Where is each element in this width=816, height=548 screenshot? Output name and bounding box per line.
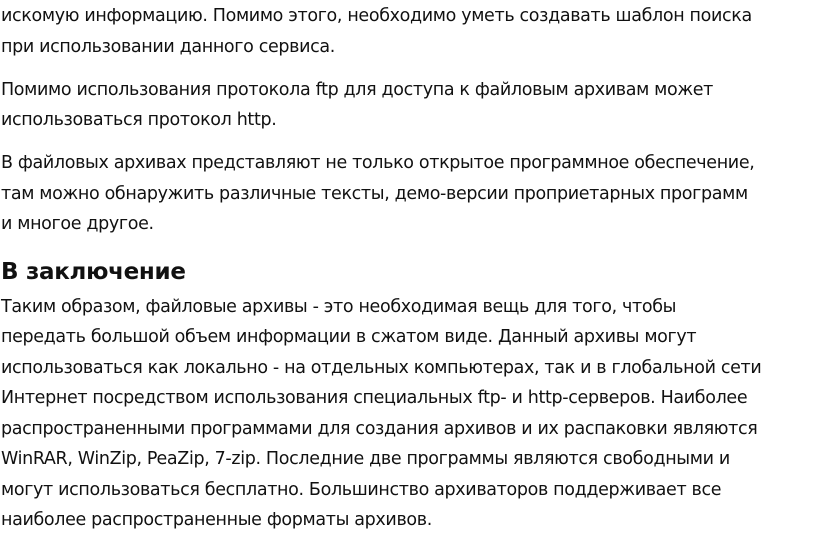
text-line: WinRAR, WinZip, PeaZip, 7-zip. Последние две программы являются свободными и — [1, 449, 730, 469]
text-line: и многое другое. — [1, 214, 154, 234]
text-line: при использовании данного сервиса. — [1, 37, 335, 57]
text-line: Интернет посредством использования специальных ftp- и http-серверов. Наиболее — [1, 388, 748, 408]
text-line: распространенными программами для создания архивов и их распаковки являются — [1, 419, 758, 439]
text-line: использоваться как локально - на отдельных компьютерах, так и в глобальной сети — [1, 358, 762, 378]
text-line: наиболее распространенные форматы архивов. — [1, 510, 432, 530]
text-line: могут использоваться бесплатно. Большинство архиваторов поддерживает все — [1, 480, 722, 500]
section-heading: В заключение — [1, 259, 186, 285]
text-line: передать большой объем информации в сжатом виде. Данный архивы могут — [1, 327, 697, 347]
text-line: Помимо использования протокола ftp для доступа к файловым архивам может — [1, 80, 714, 100]
text-line: В файловых архивах представляют не только открытое программное обеспечение, — [1, 153, 755, 173]
text-line: Таким образом, файловые архивы - это необходимая вещь для того, чтобы — [1, 297, 677, 317]
text-line: искомую информацию. Помимо этого, необходимо уметь создавать шаблон поиска — [1, 6, 752, 26]
text-line: там можно обнаружить различные тексты, демо-версии проприетарных программ — [1, 184, 748, 204]
text-line: использоваться протокол http. — [1, 110, 277, 130]
